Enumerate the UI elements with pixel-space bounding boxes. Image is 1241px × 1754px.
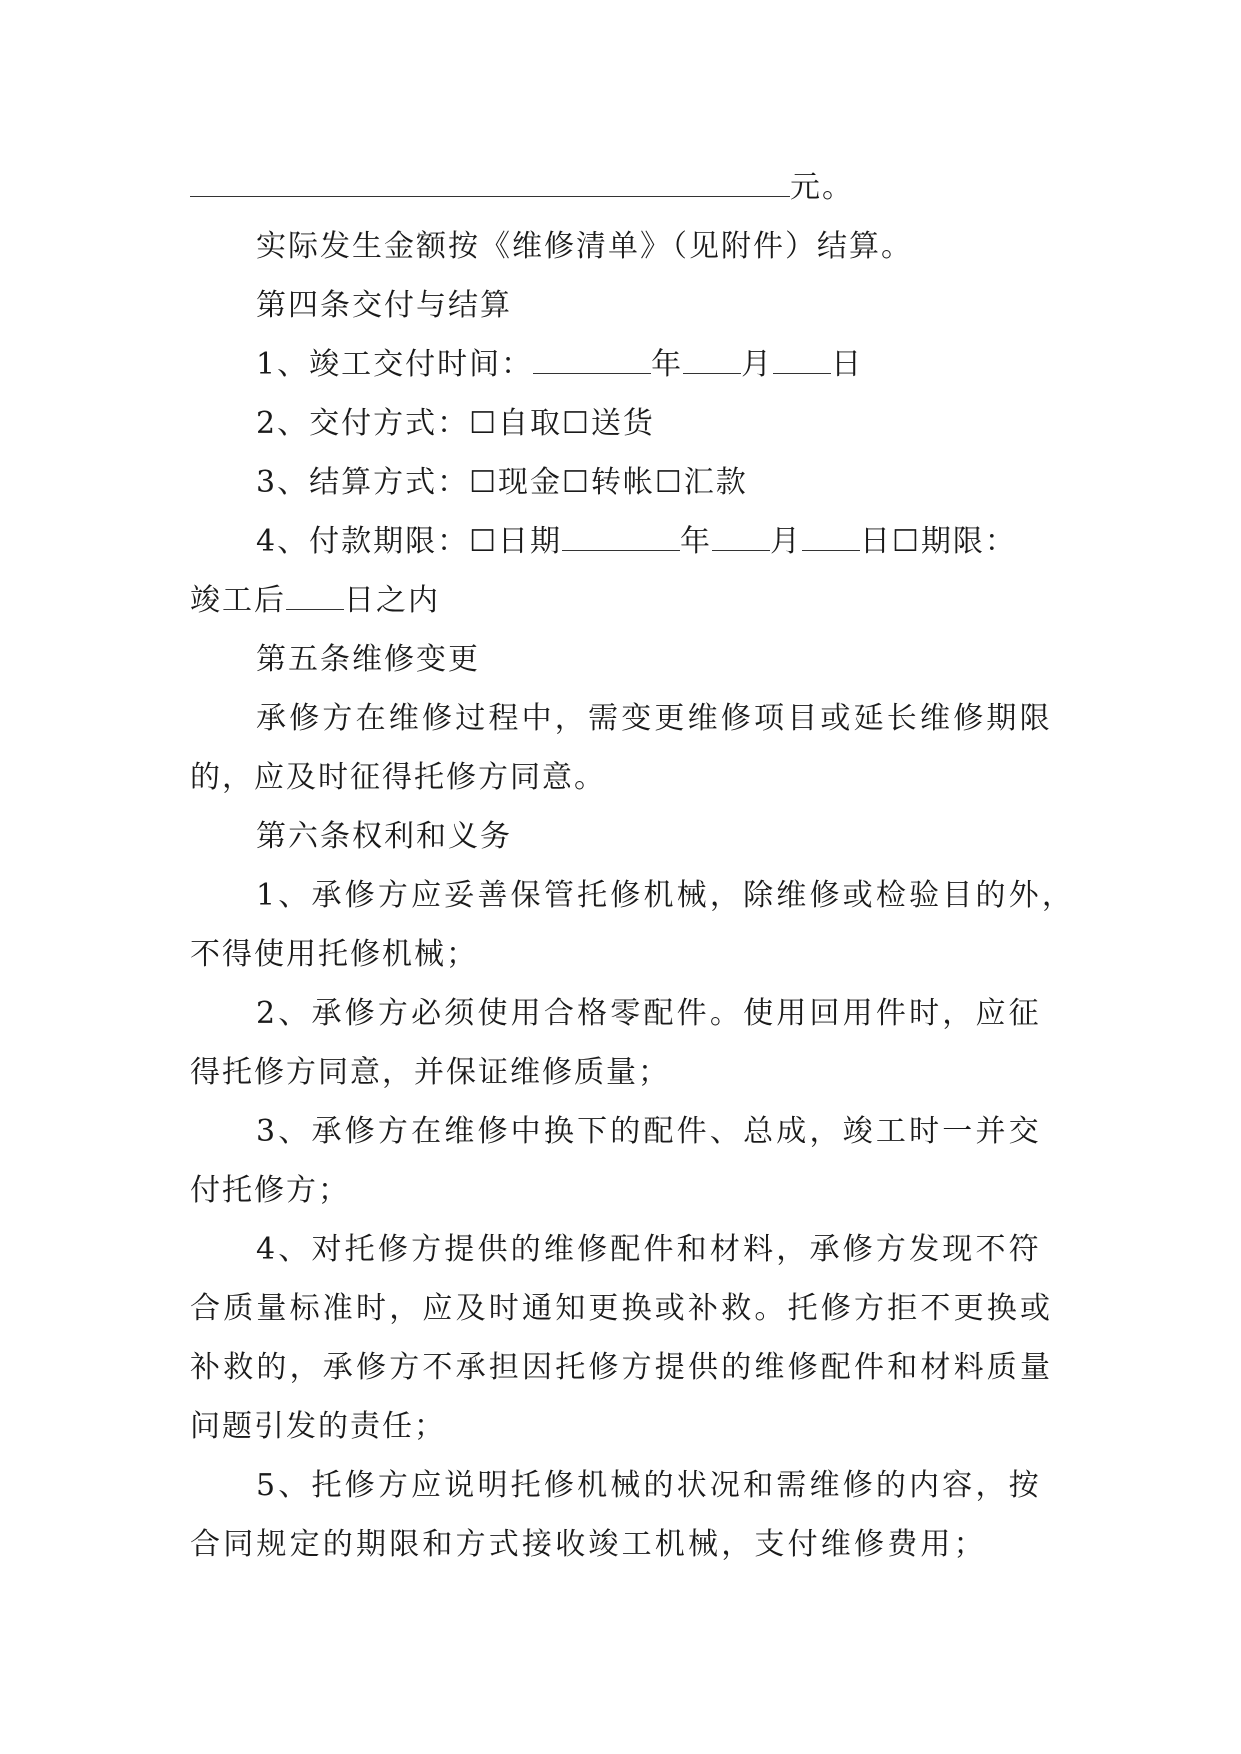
fill-blank	[190, 170, 790, 197]
settlement-method-line: 3、结算方式：☐现金☐转帐☐汇款	[256, 465, 748, 500]
payment-term-line: 4、付款期限：☐日期 年 月 日☐期限：	[256, 524, 1017, 559]
fill-blank	[712, 524, 770, 551]
paragraph: 1、承修方应妥善保管托修机械，除维修或检验目的外，	[256, 878, 1076, 913]
paragraph: 合同规定的期限和方式接收竣工机械，支付维修费用；	[190, 1527, 987, 1562]
paragraph: 付托修方；	[190, 1173, 350, 1208]
paragraph: 5、托修方应说明托修机械的状况和需维修的内容，按	[256, 1468, 1042, 1503]
paragraph: 的，应及时征得托修方同意。	[190, 760, 606, 795]
fill-blank	[286, 583, 344, 610]
paragraph: 4、对托修方提供的维修配件和材料，承修方发现不符	[256, 1232, 1042, 1267]
fill-blank	[773, 347, 831, 374]
fill-blank	[533, 347, 651, 374]
paragraph: 得托修方同意，并保证维修质量；	[190, 1055, 670, 1090]
payment-term-continuation: 竣工后 日之内	[190, 583, 440, 618]
paragraph: 承修方在维修过程中，需变更维修项目或延长维修期限	[256, 701, 1053, 736]
document-page	[190, 158, 1076, 1574]
paragraph: 不得使用托修机械；	[190, 937, 478, 972]
delivery-time-line: 1、竣工交付时间： 年 月 日	[256, 347, 864, 382]
fill-blank	[683, 347, 741, 374]
paragraph: 补救的，承修方不承担因托修方提供的维修配件和材料质量	[190, 1350, 1054, 1385]
section-heading: 第四条交付与结算	[256, 288, 512, 323]
paragraph: 合质量标准时，应及时通知更换或补救。托修方拒不更换或	[190, 1291, 1054, 1326]
paragraph: 实际发生金额按《维修清单》（见附件）结算。	[256, 229, 913, 264]
paragraph: 问题引发的责任；	[190, 1409, 446, 1444]
paragraph: 2、承修方必须使用合格零配件。使用回用件时，应征	[256, 996, 1042, 1031]
section-heading: 第六条权利和义务	[256, 819, 512, 854]
section-heading: 第五条维修变更	[256, 642, 480, 677]
delivery-method-line: 2、交付方式：☐自取☐送货	[256, 406, 655, 441]
fill-blank	[802, 524, 860, 551]
paragraph: 3、承修方在维修中换下的配件、总成，竣工时一并交	[256, 1114, 1042, 1149]
amount-line: 元。	[190, 158, 1060, 217]
fill-blank	[562, 524, 680, 551]
